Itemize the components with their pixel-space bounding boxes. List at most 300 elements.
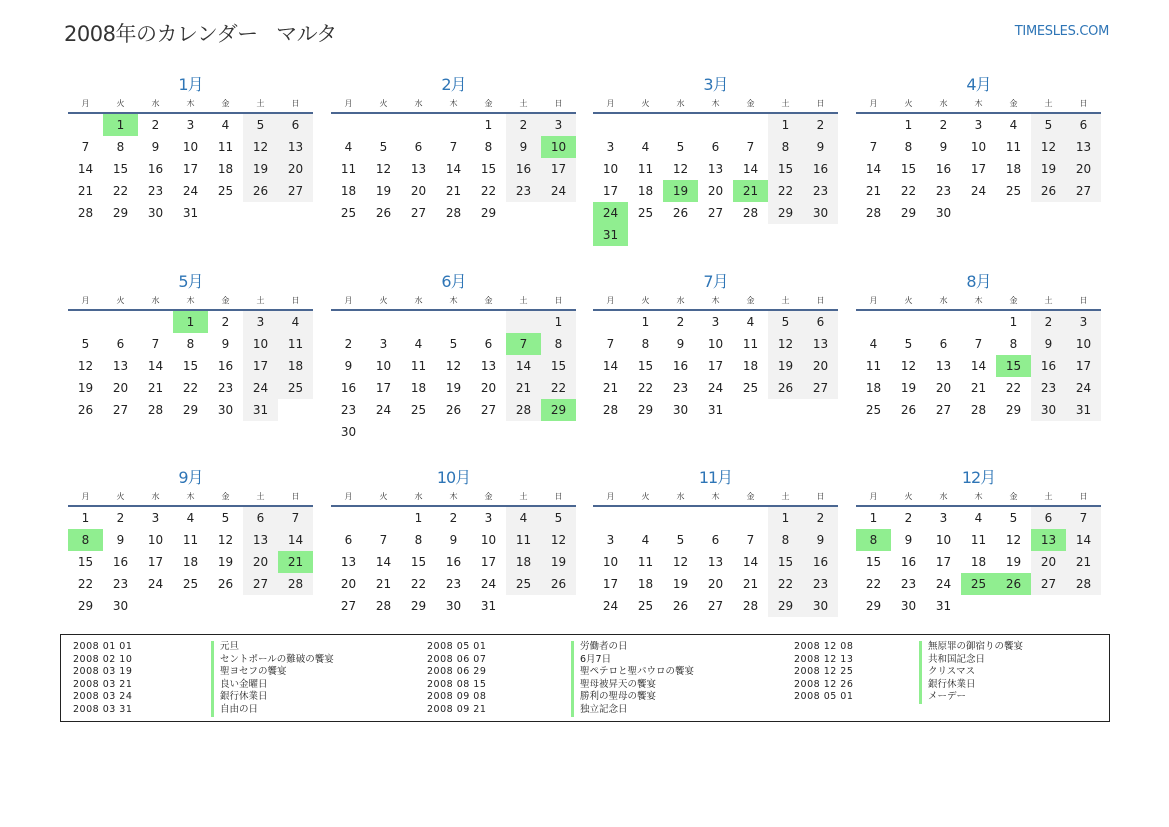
- day-cell: 21: [865, 184, 882, 198]
- day-cell: 29: [410, 599, 427, 613]
- day-cell: 16: [340, 381, 357, 395]
- day-cell: 19: [663, 180, 698, 202]
- day-cell: 2: [676, 315, 685, 329]
- weekday-header: [593, 489, 838, 507]
- weekday-label: 土: [519, 492, 528, 501]
- day-cell: 2: [449, 511, 458, 525]
- day-cell: 14: [147, 359, 164, 373]
- day-cell: 19: [375, 184, 392, 198]
- day-cell: 15: [112, 162, 129, 176]
- day-cell: 20: [243, 551, 278, 573]
- holiday-name: 共和国記念日: [919, 654, 985, 667]
- day-cell: 17: [602, 184, 619, 198]
- day-cell: 27: [707, 599, 724, 613]
- empty-cell: [401, 114, 436, 136]
- day-cell: 16: [217, 359, 234, 373]
- day-cell: 18: [217, 162, 234, 176]
- day-cell: 20: [707, 577, 724, 591]
- day-cell: 24: [707, 381, 724, 395]
- day-cell: 25: [506, 573, 541, 595]
- day-cell: 27: [112, 403, 129, 417]
- weekday-label: 木: [186, 492, 195, 501]
- empty-cell: [593, 114, 628, 136]
- day-cell: 24: [182, 184, 199, 198]
- day-cell: 12: [672, 162, 689, 176]
- holiday-name: 無原罪の御宿りの饗宴: [919, 641, 1023, 654]
- day-cell: 15: [865, 555, 882, 569]
- day-cell: 17: [243, 355, 278, 377]
- page-title: 2008年のカレンダー マルタ: [64, 22, 337, 46]
- empty-cell: [541, 421, 576, 443]
- weekday-label: 月: [344, 296, 353, 305]
- empty-cell: [803, 224, 838, 246]
- day-cell: 7: [1066, 507, 1101, 529]
- day-cell: 1: [768, 114, 803, 136]
- holiday-date: 2008 06 29: [427, 666, 487, 678]
- weekday-label: 月: [606, 296, 615, 305]
- month-block: [593, 74, 838, 246]
- day-cell: 19: [1005, 555, 1022, 569]
- empty-cell: [436, 311, 471, 333]
- day-cell: 21: [278, 551, 313, 573]
- day-cell: 25: [217, 184, 234, 198]
- holiday-date: 2008 03 24: [73, 691, 133, 703]
- empty-cell: [891, 311, 926, 333]
- holiday-name: 6月7日: [571, 654, 611, 667]
- empty-cell: [506, 421, 541, 443]
- day-cell: 29: [768, 595, 803, 617]
- day-cell: 20: [112, 381, 129, 395]
- weekday-label: 日: [816, 492, 825, 501]
- weekday-label: 水: [939, 99, 948, 108]
- day-cell: 26: [217, 577, 234, 591]
- day-cell: 23: [900, 577, 917, 591]
- day-cell: 25: [742, 381, 759, 395]
- month-block: [68, 271, 313, 421]
- holiday-name: 勝利の聖母の饗宴: [571, 691, 656, 704]
- day-cell: 26: [996, 573, 1031, 595]
- weekday-label: 木: [711, 296, 720, 305]
- empty-cell: [173, 595, 208, 617]
- day-cell: 26: [243, 180, 278, 202]
- empty-cell: [628, 224, 663, 246]
- day-cell: 26: [445, 403, 462, 417]
- day-cell: 30: [672, 403, 689, 417]
- month-name: 3月: [703, 75, 728, 94]
- day-cell: 14: [77, 162, 94, 176]
- weekday-label: 日: [554, 99, 563, 108]
- empty-cell: [138, 595, 173, 617]
- day-cell: 30: [340, 425, 357, 439]
- weekday-label: 水: [414, 99, 423, 108]
- day-cell: 24: [375, 403, 392, 417]
- empty-cell: [856, 114, 891, 136]
- day-cell: 24: [147, 577, 164, 591]
- month-name: 9月: [178, 468, 203, 487]
- day-cell: 18: [637, 184, 654, 198]
- weekday-label: 水: [151, 492, 160, 501]
- day-cell: 5: [676, 140, 685, 154]
- day-cell: 25: [637, 206, 654, 220]
- day-cell: 6: [1031, 507, 1066, 529]
- day-cell: 27: [278, 180, 313, 202]
- day-cell: 10: [935, 533, 952, 547]
- day-cell: 1: [768, 507, 803, 529]
- day-cell: 12: [217, 533, 234, 547]
- day-cell: 4: [186, 511, 195, 525]
- weekday-label: 木: [186, 296, 195, 305]
- day-cell: 17: [935, 555, 952, 569]
- day-cell: 4: [278, 311, 313, 333]
- holiday-name: 独立記念日: [571, 704, 628, 717]
- month-block: [68, 467, 313, 617]
- day-cell: 27: [935, 403, 952, 417]
- day-cell: 15: [768, 158, 803, 180]
- day-cell: 16: [445, 555, 462, 569]
- empty-cell: [593, 507, 628, 529]
- day-cell: 25: [410, 403, 427, 417]
- day-cell: 3: [151, 511, 160, 525]
- day-cell: 27: [1031, 573, 1066, 595]
- day-cell: 17: [541, 158, 576, 180]
- holiday-name: 聖ヨセフの饗宴: [211, 666, 287, 679]
- day-cell: 14: [278, 529, 313, 551]
- day-cell: 15: [768, 551, 803, 573]
- weekday-label: 金: [1009, 296, 1018, 305]
- day-cell: 15: [410, 555, 427, 569]
- day-cell: 8: [484, 140, 493, 154]
- day-cell: 25: [1005, 184, 1022, 198]
- day-cell: 28: [77, 206, 94, 220]
- empty-cell: [506, 595, 541, 617]
- weekday-label: 火: [116, 492, 125, 501]
- day-cell: 12: [1031, 136, 1066, 158]
- day-cell: 3: [939, 511, 948, 525]
- day-cell: 7: [278, 507, 313, 529]
- day-cell: 16: [147, 162, 164, 176]
- day-cell: 28: [375, 599, 392, 613]
- weekday-label: 土: [519, 99, 528, 108]
- day-cell: 1: [81, 511, 90, 525]
- day-cell: 9: [506, 136, 541, 158]
- day-cell: 26: [77, 403, 94, 417]
- weekday-label: 火: [116, 296, 125, 305]
- day-cell: 11: [410, 359, 427, 373]
- day-cell: 18: [182, 555, 199, 569]
- day-cell: 6: [711, 140, 720, 154]
- day-cell: 21: [77, 184, 94, 198]
- weekday-label: 日: [816, 99, 825, 108]
- day-cell: 30: [112, 599, 129, 613]
- day-cell: 12: [541, 529, 576, 551]
- day-cell: 13: [1066, 136, 1101, 158]
- weekday-label: 木: [449, 99, 458, 108]
- day-cell: 29: [77, 599, 94, 613]
- day-cell: 11: [278, 333, 313, 355]
- day-cell: 3: [1066, 311, 1101, 333]
- weekday-label: 火: [116, 99, 125, 108]
- day-cell: 22: [541, 377, 576, 399]
- weekday-label: 日: [554, 296, 563, 305]
- day-cell: 14: [970, 359, 987, 373]
- empty-cell: [593, 311, 628, 333]
- day-cell: 12: [77, 359, 94, 373]
- weekday-label: 火: [904, 99, 913, 108]
- day-cell: 17: [182, 162, 199, 176]
- brand-link[interactable]: TIMESLES.COM: [1014, 24, 1109, 39]
- weekday-label: 金: [221, 296, 230, 305]
- empty-cell: [628, 114, 663, 136]
- day-cell: 17: [375, 381, 392, 395]
- day-cell: 3: [606, 533, 615, 547]
- day-cell: 14: [506, 355, 541, 377]
- day-cell: 29: [865, 599, 882, 613]
- day-cell: 10: [147, 533, 164, 547]
- holiday-date: 2008 01 01: [73, 641, 133, 652]
- day-cell: 20: [340, 577, 357, 591]
- weekday-label: 土: [781, 492, 790, 501]
- weekday-label: 火: [379, 99, 388, 108]
- day-cell: 14: [742, 162, 759, 176]
- day-cell: 18: [970, 555, 987, 569]
- day-cell: 28: [742, 206, 759, 220]
- day-cell: 2: [221, 315, 230, 329]
- day-cell: 19: [77, 381, 94, 395]
- empty-cell: [663, 507, 698, 529]
- weekday-label: 水: [414, 492, 423, 501]
- day-cell: 15: [182, 359, 199, 373]
- weekday-label: 日: [1079, 99, 1088, 108]
- day-cell: 23: [803, 180, 838, 202]
- month-name: 10月: [436, 468, 471, 487]
- day-grid: [593, 507, 838, 617]
- day-cell: 12: [1005, 533, 1022, 547]
- weekday-label: 土: [1044, 99, 1053, 108]
- day-cell: 5: [243, 114, 278, 136]
- day-cell: 16: [803, 158, 838, 180]
- weekday-label: 土: [519, 296, 528, 305]
- day-cell: 12: [243, 136, 278, 158]
- day-cell: 30: [900, 599, 917, 613]
- day-cell: 23: [217, 381, 234, 395]
- day-cell: 19: [672, 577, 689, 591]
- day-cell: 12: [768, 333, 803, 355]
- day-grid: [593, 311, 838, 421]
- day-cell: 12: [672, 555, 689, 569]
- day-cell: 27: [803, 377, 838, 399]
- day-cell: 1: [904, 118, 913, 132]
- day-cell: 2: [803, 507, 838, 529]
- day-cell: 12: [445, 359, 462, 373]
- day-cell: 1: [641, 315, 650, 329]
- day-cell: 18: [742, 359, 759, 373]
- day-cell: 6: [116, 337, 125, 351]
- day-cell: 30: [935, 206, 952, 220]
- day-cell: 7: [746, 140, 755, 154]
- day-cell: 7: [506, 333, 541, 355]
- empty-cell: [366, 311, 401, 333]
- day-cell: 23: [506, 180, 541, 202]
- day-cell: 29: [637, 403, 654, 417]
- day-cell: 4: [414, 337, 423, 351]
- day-cell: 29: [480, 206, 497, 220]
- empty-cell: [401, 311, 436, 333]
- day-cell: 10: [243, 333, 278, 355]
- day-cell: 5: [449, 337, 458, 351]
- holiday-date: 2008 12 26: [794, 678, 854, 690]
- weekday-label: 火: [641, 296, 650, 305]
- empty-cell: [1066, 595, 1101, 617]
- day-cell: 9: [904, 533, 913, 547]
- weekday-label: 火: [379, 492, 388, 501]
- weekday-label: 金: [746, 99, 755, 108]
- day-cell: 7: [746, 533, 755, 547]
- empty-cell: [733, 507, 768, 529]
- day-cell: 28: [147, 403, 164, 417]
- day-cell: 1: [484, 118, 493, 132]
- day-cell: 19: [445, 381, 462, 395]
- day-cell: 16: [900, 555, 917, 569]
- day-cell: 4: [974, 511, 983, 525]
- day-cell: 2: [506, 114, 541, 136]
- day-cell: 2: [1031, 311, 1066, 333]
- day-cell: 5: [676, 533, 685, 547]
- day-cell: 18: [340, 184, 357, 198]
- day-cell: 31: [243, 399, 278, 421]
- weekday-label: 月: [81, 296, 90, 305]
- day-cell: 4: [641, 533, 650, 547]
- day-cell: 9: [116, 533, 125, 547]
- day-cell: 2: [151, 118, 160, 132]
- day-cell: 10: [480, 533, 497, 547]
- empty-cell: [366, 421, 401, 443]
- day-cell: 2: [803, 114, 838, 136]
- holiday-name: メーデー: [919, 691, 966, 704]
- day-cell: 25: [961, 573, 996, 595]
- day-cell: 11: [506, 529, 541, 551]
- day-cell: 24: [541, 180, 576, 202]
- day-cell: 22: [410, 577, 427, 591]
- weekday-label: 木: [711, 492, 720, 501]
- day-cell: 5: [768, 311, 803, 333]
- day-grid: [856, 311, 1101, 421]
- day-cell: 7: [379, 533, 388, 547]
- day-cell: 22: [480, 184, 497, 198]
- day-cell: 27: [340, 599, 357, 613]
- empty-cell: [436, 114, 471, 136]
- day-cell: 6: [711, 533, 720, 547]
- day-cell: 8: [768, 136, 803, 158]
- empty-cell: [541, 202, 576, 224]
- weekday-label: 月: [81, 99, 90, 108]
- empty-cell: [471, 421, 506, 443]
- day-cell: 6: [803, 311, 838, 333]
- day-cell: 11: [340, 162, 357, 176]
- day-cell: 9: [676, 337, 685, 351]
- day-cell: 11: [637, 162, 654, 176]
- empty-cell: [1066, 202, 1101, 224]
- holiday-name: 銀行休業日: [211, 691, 268, 704]
- empty-cell: [331, 311, 366, 333]
- weekday-label: 月: [344, 492, 353, 501]
- day-cell: 25: [278, 377, 313, 399]
- day-cell: 24: [970, 184, 987, 198]
- day-cell: 29: [900, 206, 917, 220]
- day-cell: 28: [278, 573, 313, 595]
- day-cell: 20: [278, 158, 313, 180]
- empty-cell: [768, 399, 803, 421]
- day-cell: 10: [1066, 333, 1101, 355]
- day-cell: 1: [414, 511, 423, 525]
- day-cell: 21: [147, 381, 164, 395]
- weekday-label: 月: [606, 492, 615, 501]
- weekday-label: 金: [484, 492, 493, 501]
- weekday-label: 水: [414, 296, 423, 305]
- day-cell: 11: [970, 533, 987, 547]
- weekday-label: 日: [554, 492, 563, 501]
- day-cell: 28: [602, 403, 619, 417]
- day-cell: 5: [1031, 114, 1066, 136]
- holiday-date: 2008 09 21: [427, 704, 487, 715]
- day-cell: 3: [541, 114, 576, 136]
- month-name: 2月: [441, 75, 466, 94]
- day-cell: 20: [707, 184, 724, 198]
- day-cell: 10: [541, 136, 576, 158]
- weekday-label: 日: [291, 99, 300, 108]
- weekday-label: 土: [781, 296, 790, 305]
- day-cell: 23: [803, 573, 838, 595]
- day-cell: 5: [1009, 511, 1018, 525]
- day-cell: 20: [410, 184, 427, 198]
- day-cell: 3: [243, 311, 278, 333]
- month-name: 8月: [966, 272, 991, 291]
- weekday-label: 金: [1009, 492, 1018, 501]
- day-cell: 6: [484, 337, 493, 351]
- empty-cell: [68, 311, 103, 333]
- holiday-date: 2008 09 08: [427, 691, 487, 703]
- day-cell: 21: [602, 381, 619, 395]
- month-block: [593, 467, 838, 617]
- empty-cell: [436, 421, 471, 443]
- day-cell: 10: [375, 359, 392, 373]
- day-cell: 10: [602, 555, 619, 569]
- day-cell: 17: [1066, 355, 1101, 377]
- day-cell: 21: [733, 180, 768, 202]
- day-cell: 20: [803, 355, 838, 377]
- day-cell: 3: [484, 511, 493, 525]
- day-cell: 8: [768, 529, 803, 551]
- holiday-date: 2008 03 19: [73, 666, 133, 678]
- day-cell: 11: [217, 140, 234, 154]
- day-cell: 23: [340, 403, 357, 417]
- day-cell: 26: [672, 206, 689, 220]
- day-cell: 7: [449, 140, 458, 154]
- day-cell: 31: [1066, 399, 1101, 421]
- month-block: [856, 74, 1101, 224]
- empty-cell: [628, 507, 663, 529]
- day-cell: 8: [904, 140, 913, 154]
- day-cell: 6: [344, 533, 353, 547]
- day-cell: 27: [707, 206, 724, 220]
- day-cell: 13: [278, 136, 313, 158]
- day-cell: 20: [480, 381, 497, 395]
- day-cell: 14: [865, 162, 882, 176]
- day-cell: 23: [445, 577, 462, 591]
- day-cell: 19: [768, 355, 803, 377]
- weekday-label: 土: [256, 296, 265, 305]
- month-name: 7月: [703, 272, 728, 291]
- day-cell: 29: [541, 399, 576, 421]
